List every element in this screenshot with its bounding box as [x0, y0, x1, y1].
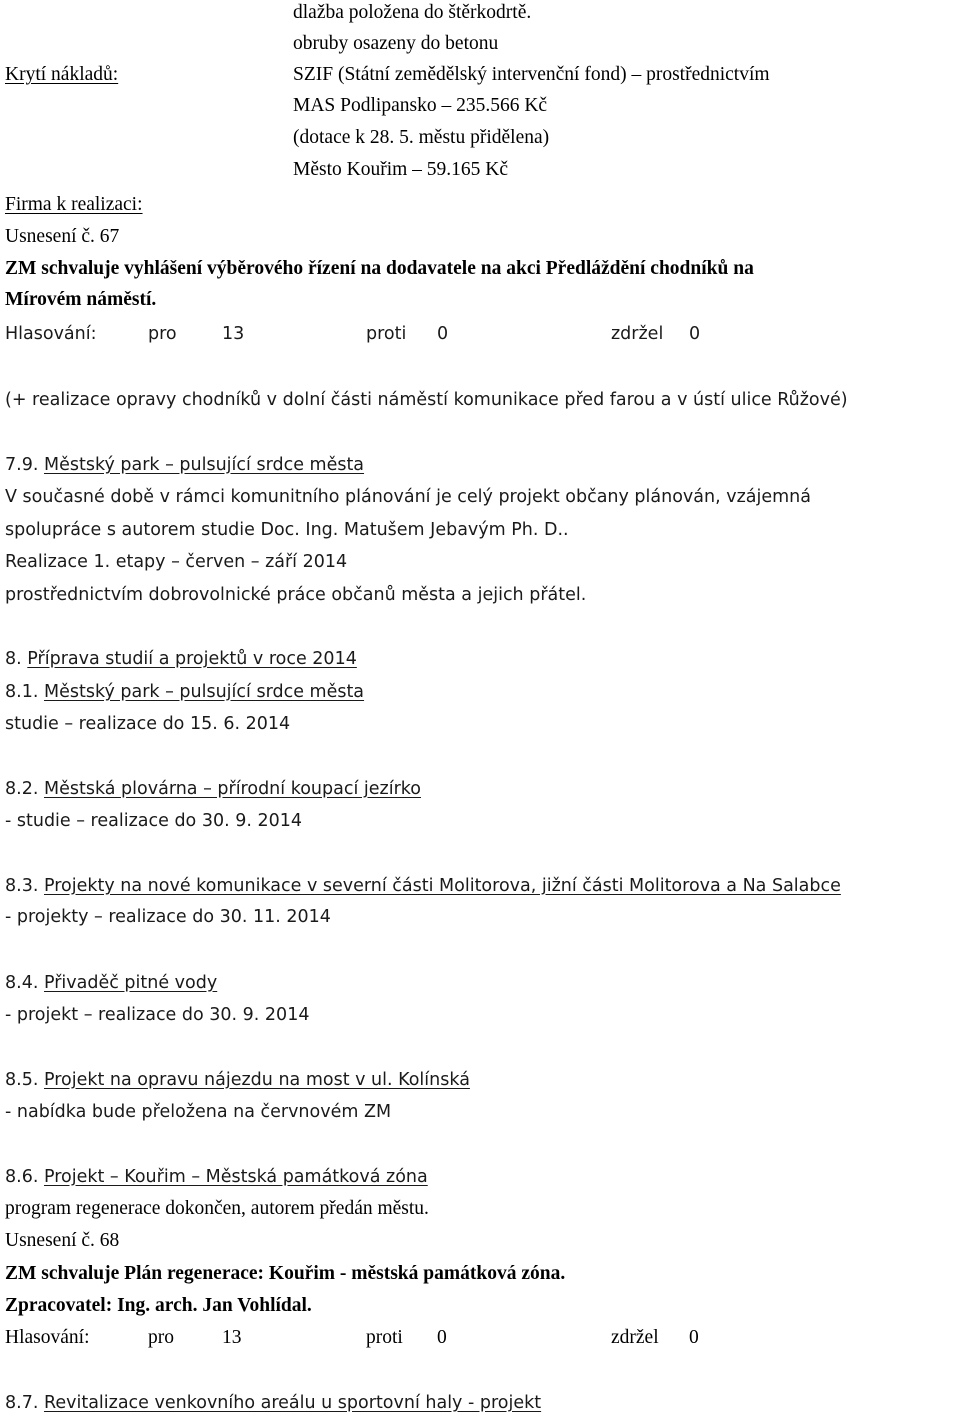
section-8-2-detail: - studie – realizace do 30. 9. 2014	[5, 811, 303, 831]
section-title: Revitalizace venkovního areálu u sportovní haly - projekt	[43, 1393, 542, 1413]
vote-zdrzel-count: 0	[689, 324, 701, 344]
resolution-68-text-2: Zpracovatel: Ing. arch. Jan Vohlídal.	[5, 1295, 312, 1316]
section-title: Městský park – pulsující srdce města	[43, 455, 365, 475]
section-8-3-heading	[5, 874, 841, 898]
vote-pro-count: 13	[222, 324, 245, 344]
funding-line-4: Město Kouřim – 59.165 Kč	[293, 159, 509, 180]
section-7-9-text-3: Realizace 1. etapy – červen – září 2014	[5, 552, 348, 572]
vote-pro-label: pro	[148, 1327, 174, 1348]
resolution-67-text-2: Mírovém náměstí.	[5, 289, 157, 310]
section-number: 8.3.	[5, 876, 39, 896]
header-line-2: obruby osazeny do betonu	[293, 33, 499, 54]
section-8-4-detail: - projekt – realizace do 30. 9. 2014	[5, 1005, 310, 1025]
section-8-6-detail: program regenerace dokončen, autorem předán městu.	[5, 1198, 429, 1219]
vote-label: Hlasování:	[5, 1327, 90, 1348]
funding-line-2: MAS Podlipansko – 235.566 Kč	[293, 95, 548, 116]
section-7-9-text-1: V současné době v rámci komunitního plánování je celý projekt občany plánován, vzájemná	[5, 487, 811, 507]
section-title: Příprava studií a projektů v roce 2014	[27, 649, 357, 669]
resolution-68-text-1: ZM schvaluje Plán regenerace: Kouřim - městská památková zóna.	[5, 1263, 566, 1284]
vote-pro-count: 13	[222, 1327, 242, 1348]
vote-zdrzel-label: zdržel	[611, 324, 664, 344]
funding-line-3: (dotace k 28. 5. městu přidělena)	[293, 127, 550, 148]
vote-proti-count: 0	[437, 324, 449, 344]
section-title: Projekt na opravu nájezdu na most v ul. Kolínská	[43, 1070, 470, 1090]
section-number: 8.7.	[5, 1393, 39, 1413]
vote-zdrzel-label: zdržel	[611, 1327, 659, 1348]
section-7-9-text-4: prostřednictvím dobrovolnické práce občanů města a jejich přátel.	[5, 585, 587, 605]
section-title: Projekt – Kouřim – Městská památková zóna	[43, 1167, 428, 1187]
section-7-9-text-2: spolupráce s autorem studie Doc. Ing. Matušem Jebavým Ph. D..	[5, 520, 569, 540]
vote-zdrzel-count: 0	[689, 1327, 699, 1348]
section-number: 8.4.	[5, 973, 39, 993]
section-number: 8.2.	[5, 779, 39, 799]
section-8-6-heading	[5, 1165, 428, 1189]
section-8-7-heading	[5, 1391, 541, 1415]
section-8-5-heading	[5, 1068, 470, 1092]
section-8-3-detail: - projekty – realizace do 30. 11. 2014	[5, 907, 331, 927]
resolution-67-number: Usnesení č. 67	[5, 226, 120, 247]
section-8-1-detail: studie – realizace do 15. 6. 2014	[5, 714, 291, 734]
section-title: Přivaděč pitné vody	[43, 973, 218, 993]
section-number: 8.	[5, 649, 22, 669]
vote-proti-label: proti	[366, 1327, 403, 1348]
firm-label: Firma k realizaci:	[5, 194, 143, 215]
section-8-5-detail: - nabídka bude přeložena na červnovém ZM	[5, 1102, 392, 1122]
header-line-1: dlažba položena do štěrkodrtě.	[293, 2, 532, 23]
vote-label: Hlasování:	[5, 324, 97, 344]
section-8-1-heading	[5, 680, 364, 704]
section-title: Projekty na nové komunikace v severní části Molitorova, jižní části Molitorova a Na Salabce	[43, 876, 841, 896]
section-8-heading	[5, 647, 357, 671]
vote-pro-label: pro	[148, 324, 177, 344]
section-number: 8.6.	[5, 1167, 39, 1187]
section-title: Městská plovárna – přírodní koupací jezírko	[43, 779, 421, 799]
section-8-4-heading	[5, 971, 217, 995]
vote-proti-label: proti	[366, 324, 407, 344]
resolution-68-number: Usnesení č. 68	[5, 1230, 120, 1251]
funding-line-1: SZIF (Státní zemědělský intervenční fond) – prostřednictvím	[293, 64, 770, 85]
section-number: 8.1.	[5, 682, 39, 702]
section-number: 7.9.	[5, 455, 39, 475]
note-line: (+ realizace opravy chodníků v dolní části náměstí komunikace před farou a v ústí ulice Růžové)	[5, 390, 848, 410]
resolution-67-text-1: ZM schvaluje vyhlášení výběrového řízení na dodavatele na akci Předláždění chodníků na	[5, 258, 754, 279]
section-number: 8.5.	[5, 1070, 39, 1090]
section-title: Městský park – pulsující srdce města	[43, 682, 365, 702]
section-7-9-heading	[5, 453, 364, 477]
section-8-2-heading	[5, 777, 421, 801]
vote-proti-count: 0	[437, 1327, 447, 1348]
funding-label: Krytí nákladů:	[5, 64, 119, 85]
